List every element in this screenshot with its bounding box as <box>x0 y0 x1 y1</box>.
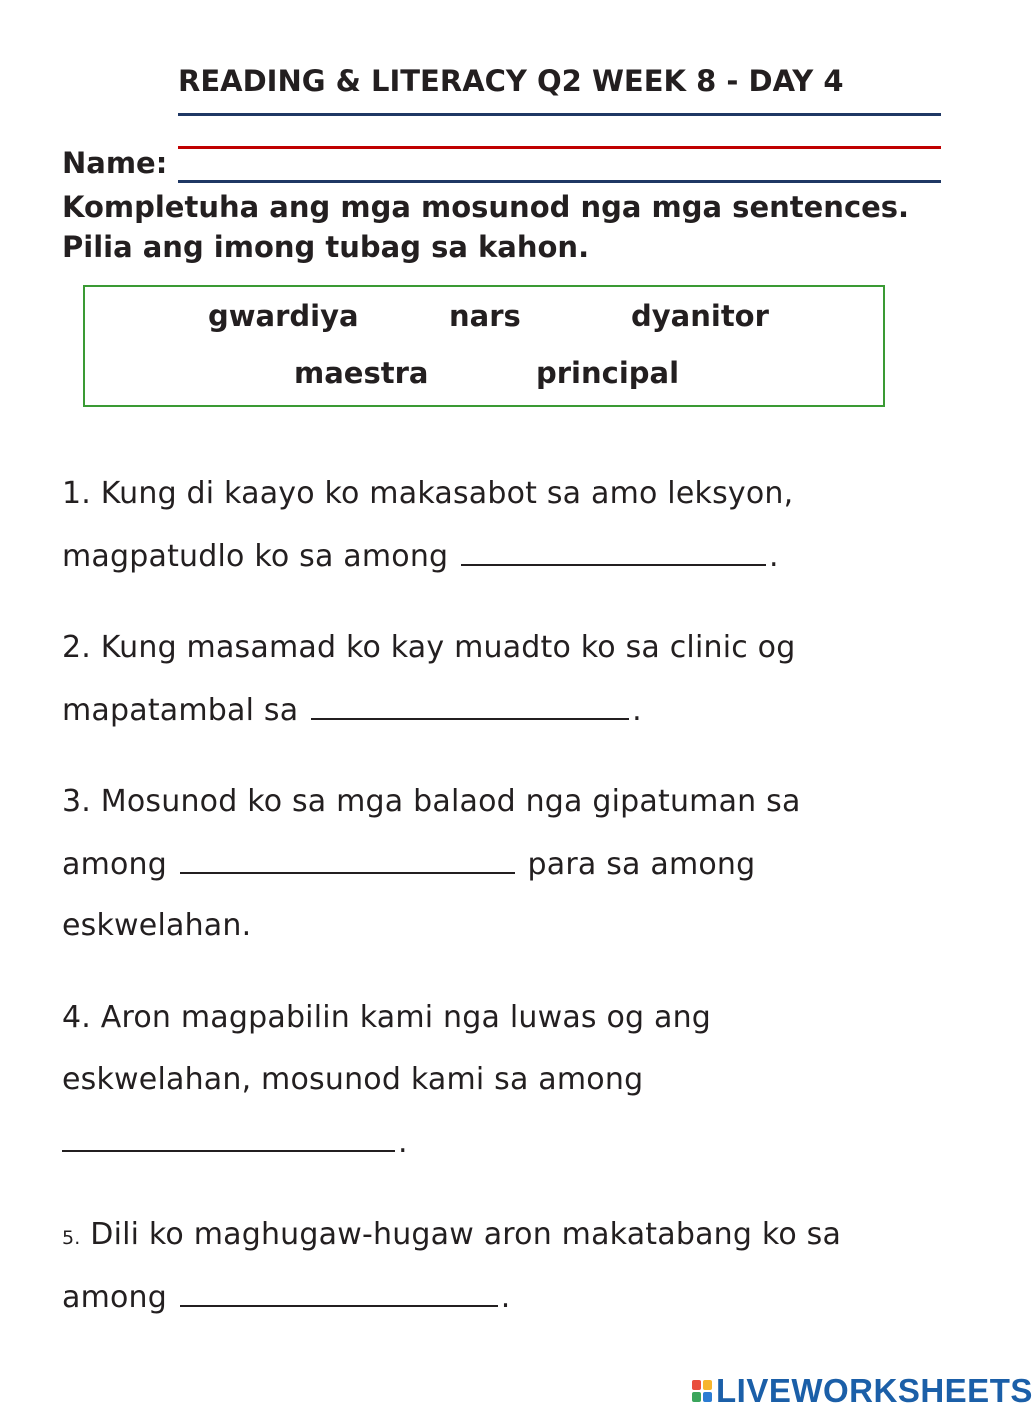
answer-blank-3[interactable] <box>180 846 515 874</box>
question-1-line-1: 1. Kung di kaayo ko makasabot sa amo leksyon, <box>62 476 794 511</box>
question-5-line-1 <box>62 1217 841 1252</box>
question-2-line-1: 2. Kung masamad ko kay muadto ko sa clinic og <box>62 630 796 665</box>
question-3-line-1: 3. Mosunod ko sa mga balaod nga gipatuman sa <box>62 784 801 819</box>
word-bank-word: principal <box>536 356 680 390</box>
question-text: among <box>62 847 168 882</box>
question-4-line-3 <box>59 1124 408 1160</box>
answer-blank-4[interactable] <box>62 1124 395 1152</box>
question-4-line-2: eskwelahan, mosunod kami sa among <box>62 1062 644 1097</box>
question-text: among <box>62 1280 168 1315</box>
logo-text: LIVEWORKSHEETS <box>716 1372 1033 1409</box>
word-bank-word: dyanitor <box>631 299 769 333</box>
word-bank-word: gwardiya <box>208 299 359 333</box>
instruction-line-2: Pilia ang imong tubag sa kahon. <box>62 230 590 264</box>
question-punct: . <box>398 1125 408 1160</box>
answer-blank-2[interactable] <box>311 692 629 720</box>
name-label: Name: <box>62 146 168 180</box>
question-5-line-2 <box>62 1279 511 1315</box>
question-punct: . <box>500 1280 511 1315</box>
question-2-line-2 <box>62 692 642 728</box>
question-text: para sa among <box>527 847 756 882</box>
title-underline <box>178 113 941 116</box>
question-punct: . <box>632 693 642 728</box>
instruction-line-1: Kompletuha ang mga mosunod nga mga sentences. <box>62 190 910 224</box>
title-underline-red <box>178 146 941 149</box>
logo-mark-tile <box>692 1392 701 1402</box>
question-punct: . <box>769 539 779 574</box>
word-bank-word: nars <box>449 299 521 333</box>
word-bank-word: maestra <box>294 356 429 390</box>
word-bank-box <box>83 285 885 407</box>
question-3-line-2 <box>62 846 755 882</box>
answer-blank-1[interactable] <box>461 538 766 566</box>
question-text: magpatudlo ko sa among <box>62 539 449 574</box>
question-text: mapatambal sa <box>62 693 299 728</box>
name-field-line[interactable] <box>178 180 941 183</box>
worksheet-title: READING & LITERACY Q2 WEEK 8 - DAY 4 <box>178 64 844 98</box>
liveworksheets-logo <box>692 1372 1033 1410</box>
question-number: 5. <box>62 1227 81 1249</box>
question-3-line-3: eskwelahan. <box>62 908 252 943</box>
logo-mark-tile <box>692 1380 701 1390</box>
question-4-line-1: 4. Aron magpabilin kami nga luwas og ang <box>62 1000 712 1035</box>
logo-mark-tile <box>703 1392 712 1402</box>
logo-mark-tile <box>703 1380 712 1390</box>
question-1-line-2 <box>62 538 779 574</box>
question-text: Dili ko maghugaw-hugaw aron makatabang ko sa <box>90 1217 842 1252</box>
answer-blank-5[interactable] <box>180 1279 498 1307</box>
logo-mark-icon <box>692 1380 712 1402</box>
